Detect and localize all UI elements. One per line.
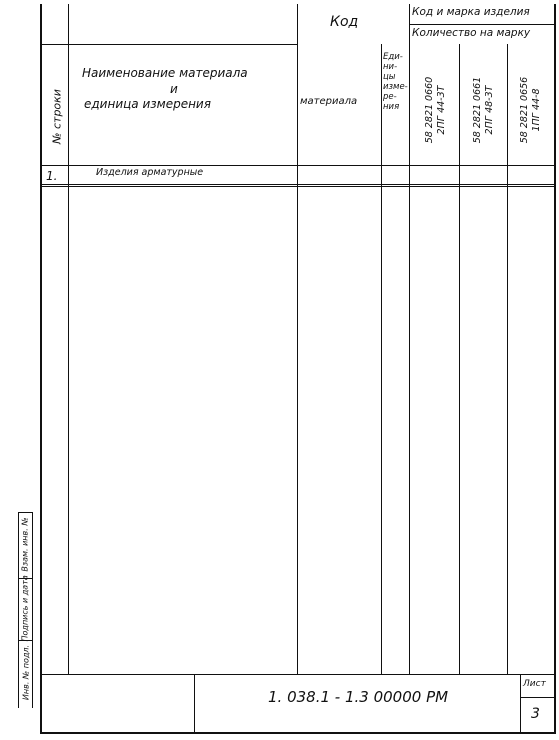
stamp-doc-number: 1. 038.1 - 1.3 00000 РМ (268, 688, 449, 706)
header-kod-marka: Код и марка изделия (412, 6, 530, 18)
side-label-sign: Подпись и дата (20, 575, 30, 642)
side-label-inv: Инв. № подл. (21, 644, 31, 701)
stamp-sheet-number: 3 (531, 706, 540, 722)
header-kod: Код (330, 14, 359, 30)
header-row-no: № строки (50, 89, 64, 144)
header-quantity: Количество на марку (412, 27, 531, 39)
header-unit: Еди- ни- цы изме- ре- ния (383, 52, 408, 112)
header-col1: 58 2821 0660 2ПГ 44-3Т (424, 76, 447, 144)
header-col3: 58 2821 0656 1ПГ 44-8 (519, 76, 542, 144)
header-name-line3: единица измерения (84, 97, 211, 111)
header-material: материала (300, 96, 358, 107)
header-name-line2: и (170, 82, 178, 96)
header-name-line1: Наименование материала (82, 66, 248, 80)
header-col2: 58 2821 0661 2ПГ 48-3Т (472, 76, 495, 144)
row-number: 1. (46, 169, 58, 183)
stamp-sheet-label: Лист (523, 679, 546, 689)
row-name: Изделия арматурные (96, 167, 204, 178)
side-label-replace: Взам. инв. № (20, 517, 30, 572)
